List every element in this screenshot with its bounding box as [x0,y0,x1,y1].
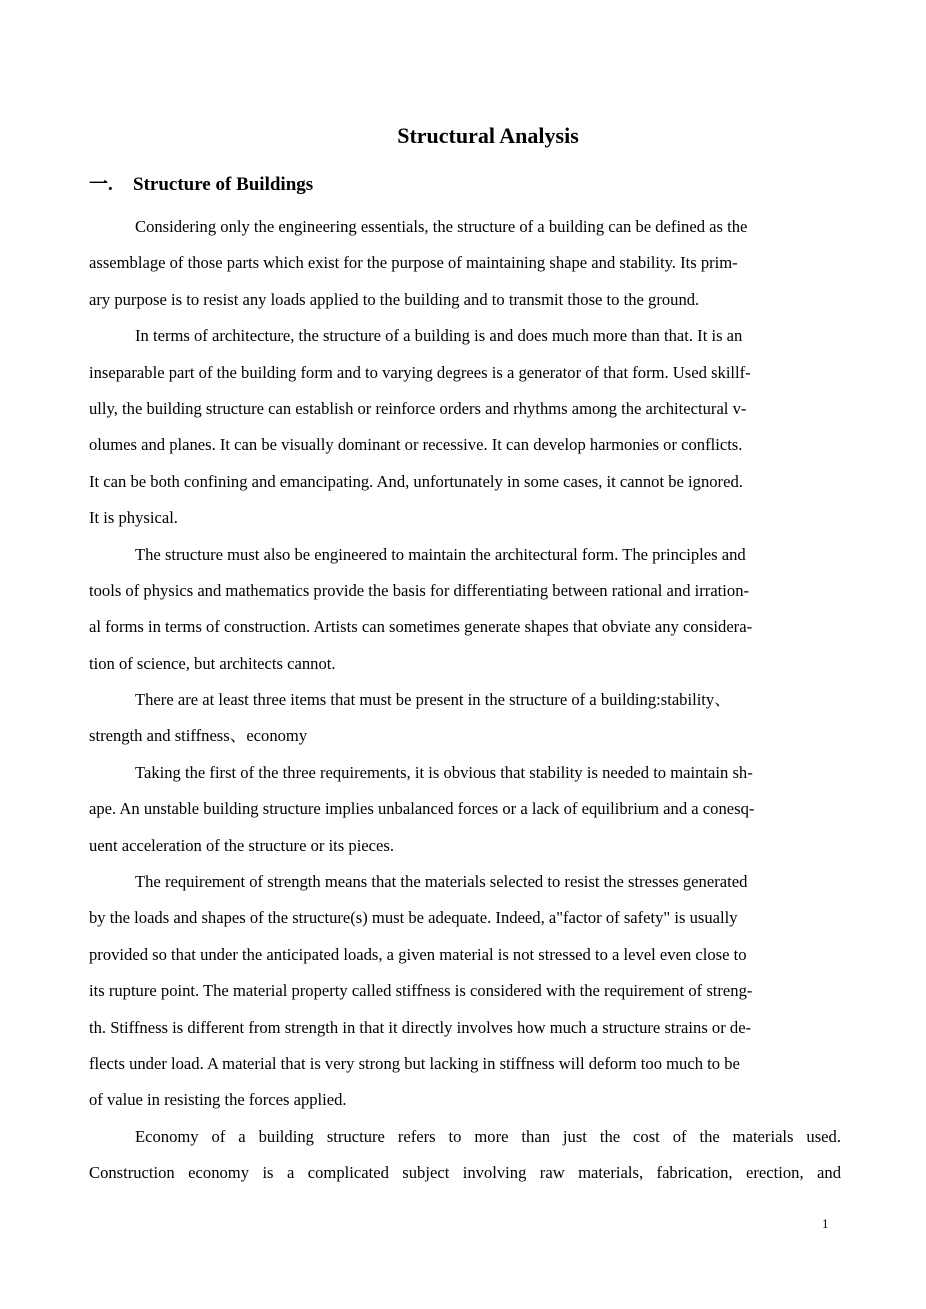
text-line: It is physical. [89,508,178,528]
text-line: ape. An unstable building structure implies unbalanced forces or a lack of equilibrium and a conesq- [89,799,755,819]
text-line: Economy of a building structure refers to more than just the cost of the materials used. [135,1126,841,1146]
text-line: flects under load. A material that is very strong but lacking in stiffness will deform too much to be [89,1053,740,1073]
text-line: In terms of architecture, the structure of a building is and does much more than that. It is an [135,326,743,346]
section-heading [89,171,313,199]
section-heading-text: Structure of Buildings [133,174,314,195]
document-title: Structural Analysis [397,123,579,148]
text-line: Considering only the engineering essentials, the structure of a building can be defined as the [135,217,748,236]
text-line: Construction economy is a complicated subject involving raw materials, fabrication, erection, and [89,1163,841,1183]
text-line: strength and stiffness、economy [89,726,308,746]
text-line: tion of science, but architects cannot. [89,653,336,673]
text-line: There are at least three items that must be present in the structure of a building:stability、 [135,690,731,710]
paragraph [89,318,841,536]
text-line: its rupture point. The material property called stiffness is considered with the requirement of streng- [89,981,753,1001]
text-line: uent acceleration of the structure or its pieces. [89,835,395,855]
text-line: inseparable part of the building form and to varying degrees is a generator of that form. Used skillf- [89,362,751,382]
paragraph [89,864,841,1119]
text-line: olumes and planes. It can be visually dominant or recessive. It can develop harmonies or conflicts. [89,435,743,455]
body-text [89,209,841,1192]
text-line: The requirement of strength means that the materials selected to resist the stresses generated [135,872,748,892]
text-line: The structure must also be engineered to maintain the architectural form. The principles and [135,544,746,564]
paragraph [89,537,841,683]
paragraph [89,209,841,318]
text-line: al forms in terms of construction. Artists can sometimes generate shapes that obviate any considera- [89,617,753,637]
text-line: tools of physics and mathematics provide the basis for differentiating between rational and irration- [89,580,750,600]
section-number: 一. [89,174,113,195]
paragraph [89,755,841,864]
text-line: th. Stiffness is different from strength in that it directly involves how much a structure strains or de- [89,1017,752,1037]
page-number: 1 [822,1216,829,1231]
text-line: assemblage of those parts which exist for the purpose of maintaining shape and stability. Its prim- [89,253,738,273]
paragraph [89,1119,841,1192]
text-line: of value in resisting the forces applied. [89,1090,347,1110]
text-line: Taking the first of the three requirements, it is obvious that stability is needed to maintain sh- [135,762,753,782]
text-line: provided so that under the anticipated loads, a given material is not stressed to a level even close to [89,944,747,964]
text-line: by the loads and shapes of the structure(s) must be adequate. Indeed, a"factor of safety" is usually [89,908,738,928]
text-line: ary purpose is to resist any loads applied to the building and to transmit those to the ground. [89,289,700,309]
paragraph [89,682,841,755]
text-line: ully, the building structure can establish or reinforce orders and rhythms among the architectural v- [89,398,747,418]
text-line: It can be both confining and emancipating. And, unfortunately in some cases, it cannot be ignored. [89,471,743,491]
